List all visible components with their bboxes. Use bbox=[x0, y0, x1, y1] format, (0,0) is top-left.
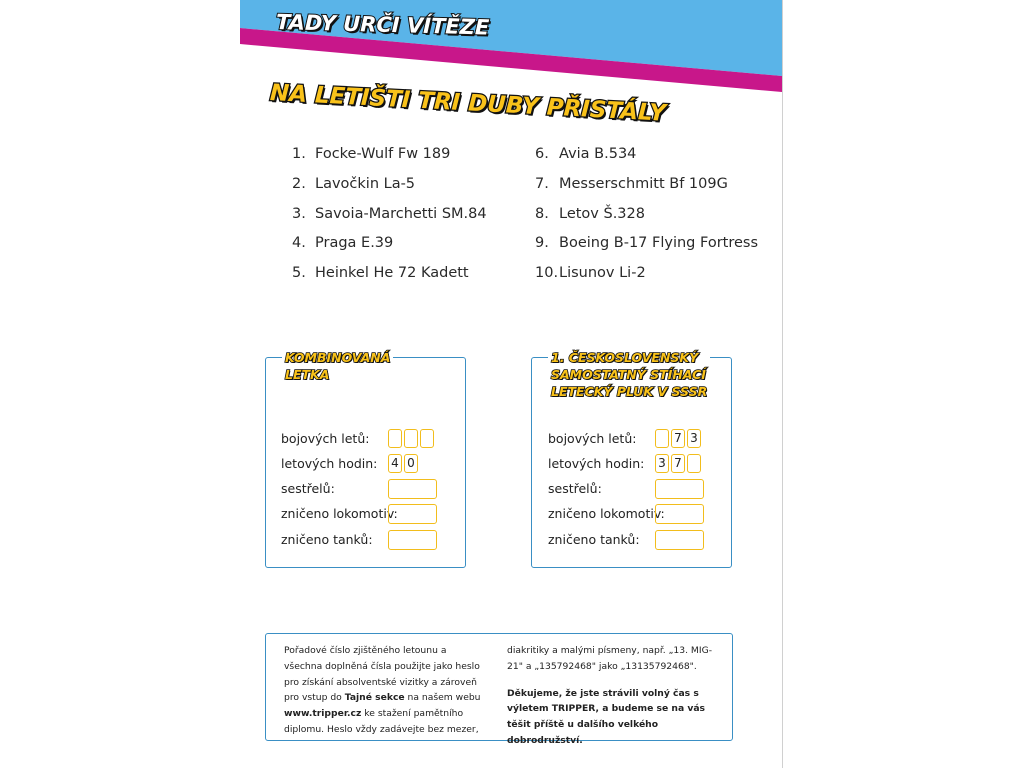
locomotives-row bbox=[548, 504, 718, 524]
shot-down-row bbox=[281, 479, 451, 499]
tanks-row bbox=[281, 530, 451, 550]
shot-down-field[interactable] bbox=[388, 479, 437, 499]
locomotives-label: zničeno lokomotiv: bbox=[548, 506, 665, 521]
list-item: 8. Letov Š.328 bbox=[535, 205, 645, 222]
shot-down-label: sestřelů: bbox=[281, 481, 335, 496]
digit-field[interactable]: 4 bbox=[388, 454, 402, 473]
list-item: 7. Messerschmitt Bf 109G bbox=[535, 175, 728, 192]
shot-down-label: sestřelů: bbox=[548, 481, 602, 496]
locomotives-row bbox=[281, 504, 451, 524]
sorties-digits bbox=[655, 429, 701, 448]
digit-field[interactable] bbox=[420, 429, 434, 448]
worksheet-page bbox=[240, 0, 783, 768]
digit-field[interactable]: 3 bbox=[687, 429, 701, 448]
list-item: 2. Lavočkin La-5 bbox=[292, 175, 416, 192]
flight-hours-label: letových hodin: bbox=[548, 456, 645, 471]
tanks-label: zničeno tanků: bbox=[548, 532, 640, 547]
list-item: 1. Focke-Wulf Fw 189 bbox=[292, 146, 451, 162]
instructions-text-continued bbox=[507, 643, 727, 749]
flight-hours-row bbox=[281, 454, 451, 474]
digit-field[interactable]: 7 bbox=[671, 454, 685, 473]
secret-section-link: Tajné sekce bbox=[344, 692, 405, 704]
tanks-row bbox=[548, 530, 718, 550]
flight-hours-row bbox=[548, 454, 718, 474]
sorties-row bbox=[281, 429, 451, 449]
digit-field[interactable]: 0 bbox=[404, 454, 418, 473]
digit-field[interactable] bbox=[388, 429, 402, 448]
locomotives-field[interactable] bbox=[388, 504, 437, 524]
instructions-box bbox=[265, 633, 733, 746]
thanks-message: Děkujeme, že jste strávili volný čas s výletem TRIPPER, a budeme se na vás těšit příště u dalšího velkého dobrodružství. bbox=[507, 687, 706, 746]
locomotives-field[interactable] bbox=[655, 504, 704, 524]
digit-field[interactable]: 3 bbox=[655, 454, 669, 473]
main-heading: NA LETIŠTI TRI DUBY PŘISTÁLY bbox=[269, 80, 667, 127]
list-item: 3. Savoia-Marchetti SM.84 bbox=[292, 205, 487, 222]
flight-hours-digits bbox=[655, 454, 701, 473]
plane-list-left bbox=[292, 140, 487, 289]
list-item: 4. Praga E.39 bbox=[292, 235, 394, 252]
flight-hours-digits bbox=[388, 454, 418, 473]
list-item: 10.Lisunov Li-2 bbox=[535, 265, 646, 282]
list-item: 6. Avia B.534 bbox=[535, 146, 637, 162]
shot-down-field[interactable] bbox=[655, 479, 704, 499]
box-title: KOMBINOVANÁ LETKA bbox=[282, 349, 393, 383]
box-title: 1. ČESKOSLOVENSKÝ SAMOSTATNÝ STÍHACÍ LETECKÝ PLUK V SSSR bbox=[548, 349, 710, 400]
list-item: 5. Heinkel He 72 Kadett bbox=[292, 265, 469, 282]
sorties-digits bbox=[388, 429, 434, 448]
digit-field[interactable]: 7 bbox=[671, 429, 685, 448]
plane-list-right bbox=[535, 140, 758, 289]
list-item: 9. Boeing B-17 Flying Fortress bbox=[535, 235, 759, 252]
digit-field[interactable] bbox=[687, 454, 701, 473]
locomotives-label: zničeno lokomotiv: bbox=[281, 506, 398, 521]
instructions-text: Pořadové číslo zjištěného letounu a všechna doplněná čísla použijte jako heslo pro získání absolventské vizitky a zároveň pro vstup do Tajné sekce na našem webu www.tripper.cz ke stažení pamětního diplomu. Heslo vždy zadávejte bez mezer, bbox=[284, 645, 481, 735]
digit-field[interactable] bbox=[655, 429, 669, 448]
sorties-label: bojových letů: bbox=[548, 431, 637, 446]
flight-hours-label: letových hodin: bbox=[281, 456, 378, 471]
digit-field[interactable] bbox=[404, 429, 418, 448]
website-link: www.tripper.cz bbox=[284, 708, 362, 720]
tanks-label: zničeno tanků: bbox=[281, 532, 373, 547]
tanks-field[interactable] bbox=[655, 530, 704, 550]
tanks-field[interactable] bbox=[388, 530, 437, 550]
shot-down-row bbox=[548, 479, 718, 499]
header-title: TADY URČI VÍTĚZE bbox=[275, 10, 490, 40]
password-example: diakritiky a malými písmeny, např. „13. MIG-21" a „135792468" jako „13135792468". bbox=[507, 645, 713, 672]
sorties-label: bojových letů: bbox=[281, 431, 370, 446]
sorties-row bbox=[548, 429, 718, 449]
